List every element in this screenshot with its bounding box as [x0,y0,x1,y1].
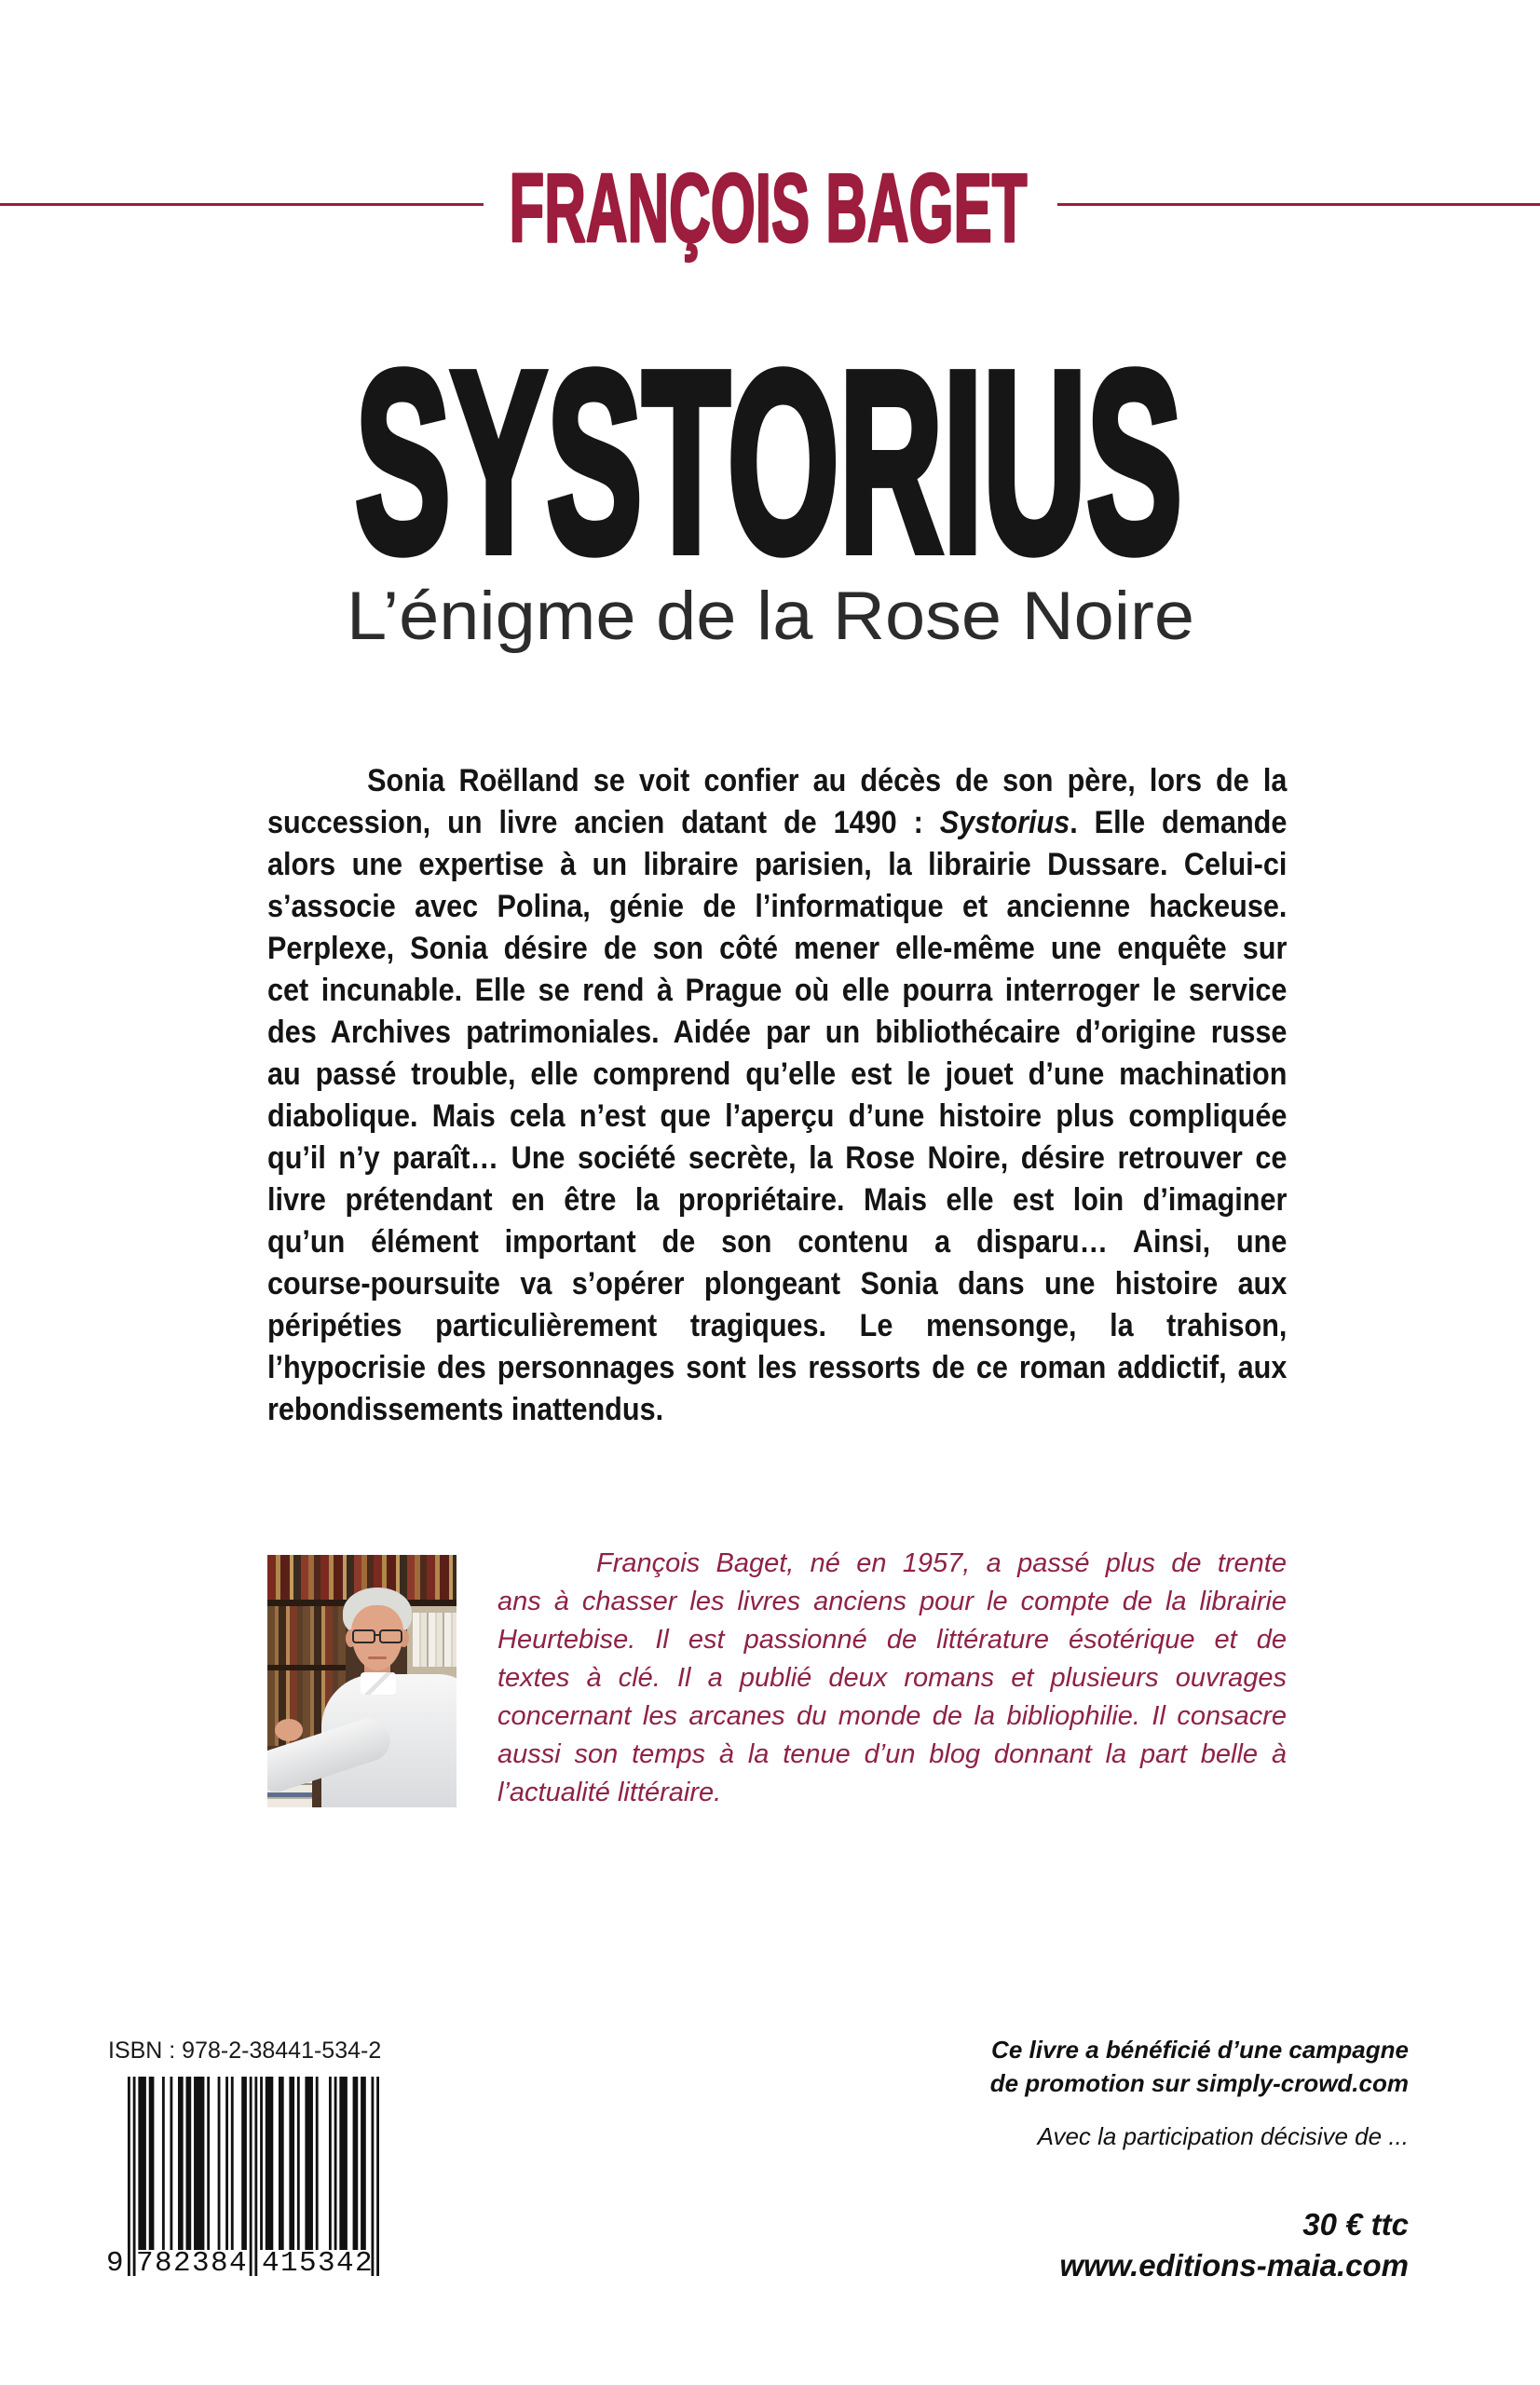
synopsis-line: Perplexe, Sonia désire de son côté mener elle-même une enquête sur [267,931,1288,966]
synopsis-text: succession, un livre ancien datant de 1490 : [267,805,940,840]
promotion-line: de promotion sur simply-crowd.com [989,2069,1409,2097]
bio-line: aussi son temps à la tenue d’un blog donnant la part belle à [497,1739,1287,1769]
barcode-guard-bar [376,2077,379,2276]
bio-line: l’actualité littéraire. [497,1778,722,1807]
left-rule [0,203,484,206]
barcode-guard-bar [128,2077,130,2276]
synopsis-line: course-poursuite va s’opérer plongeant Sonia dans une histoire aux [267,1266,1288,1302]
barcode-guard-bar [371,2077,374,2276]
author-bio [497,1545,1287,1812]
barcode-bar [361,2077,366,2250]
photo-glasses-lens [379,1629,402,1643]
synopsis [267,760,1287,1431]
barcode-bar [170,2077,172,2250]
synopsis-line: rebondissements inattendus. [267,1392,664,1427]
barcode-digits-left: 782384 [136,2247,249,2280]
publisher-website: www.editions-maia.com [1059,2248,1409,2283]
participation-note: Avec la participation décisive de ... [1037,2122,1409,2150]
barcode-bar [207,2077,210,2250]
author-photo [267,1555,457,1807]
barcode-bar [194,2077,204,2250]
barcode-digit-first: 9 [106,2247,124,2280]
promotion-line: Ce livre a bénéficié d’une campagne [991,2036,1409,2064]
synopsis-line: qu’il n’y paraît… Une société secrète, la Rose Noire, désire retrouver ce [267,1140,1288,1176]
barcode-bar [178,2077,184,2250]
photo-mouth [368,1656,387,1659]
price: 30 € ttc [1302,2207,1409,2242]
barcode-bar [305,2077,313,2250]
synopsis-line: cet incunable. Elle se rend à Prague où elle pourra interroger le service [267,973,1288,1008]
barcode-bar [260,2077,263,2250]
bio-line: ans à chasser les livres anciens pour le compte de la librairie [497,1587,1287,1616]
synopsis-line: des Archives patrimoniales. Aidée par un bibliothécaire d’origine russe [267,1015,1288,1050]
barcode-bar [138,2077,146,2250]
author-name: FRANÇOIS BAGET [509,155,1028,263]
photo-shelf-board-left [267,1665,346,1670]
synopsis-line: alors une expertise à un libraire parisien, la librairie Dussare. Celui-ci [267,847,1288,882]
photo-hand [275,1719,303,1741]
synopsis-line: diabolique. Mais cela n’est que l’aperçu d’une histoire plus compliquée [267,1098,1288,1134]
synopsis-text: . Elle demande [1070,805,1288,840]
barcode-bar [149,2077,155,2250]
synopsis-line: s’associe avec Polina, génie de l’informatique et ancienne hackeuse. [267,889,1288,924]
barcode-bar [225,2077,228,2250]
barcode-bar [162,2077,165,2250]
barcode-bar [316,2077,319,2250]
right-rule [1057,203,1540,206]
barcode-bar [186,2077,192,2250]
barcode-guard-bar [254,2077,257,2276]
barcode-bar [297,2077,300,2250]
synopsis-line: qu’un élément important de son contenu a disparu… Ainsi, une [267,1224,1288,1260]
synopsis-line [267,802,1287,844]
book-title-mention: Systorius [939,805,1070,840]
barcode-digits-right: 415342 [262,2247,375,2280]
barcode-bar [241,2077,247,2250]
barcode-bar [218,2077,221,2250]
synopsis-line: au passé trouble, elle comprend qu’elle est le jouet d’une machination [267,1056,1288,1092]
synopsis-line: l’hypocrisie des personnages sont les ressorts de ce roman addictif, aux [267,1350,1288,1385]
barcode-bar [329,2077,332,2250]
barcode-bar [266,2077,274,2250]
photo-glasses-lens [352,1629,375,1643]
bio-line: Heurtebise. Il est passionné de littérature ésotérique et de [497,1625,1287,1655]
cover-heading [0,0,1540,671]
barcode-bar [279,2077,284,2250]
book-title: SYSTORIUS [355,319,1182,606]
barcode [128,2077,379,2280]
photo-bookshelf-right [413,1613,457,1667]
isbn-label: ISBN : 978-2-38441-534-2 [108,2037,382,2064]
synopsis-line: Sonia Roëlland se voit confier au décès de son père, lors de la [367,763,1288,798]
barcode-guard-bar [250,2077,252,2276]
barcode-bar [289,2077,294,2250]
barcode-bar [231,2077,234,2250]
barcode-guard-bar [133,2077,136,2276]
bio-line: textes à clé. Il a publié deux romans et plusieurs ouvrages [497,1663,1287,1693]
synopsis-line: péripéties particulièrement tragiques. Le mensonge, la trahison, [267,1308,1288,1343]
bio-line: François Baget, né en 1957, a passé plus de trente [596,1548,1287,1578]
bio-line: concernant les arcanes du monde de la bibliophilie. Il consacre [497,1701,1287,1731]
barcode-bar [334,2077,337,2250]
photo-collar [361,1672,396,1695]
barcode-bar [339,2077,348,2250]
book-subtitle: L’énigme de la Rose Noire [347,579,1194,654]
barcode-bar [353,2077,359,2250]
photo-glasses [351,1629,403,1642]
synopsis-line: livre prétendant en être la propriétaire. Mais elle est loin d’imaginer [267,1182,1288,1218]
